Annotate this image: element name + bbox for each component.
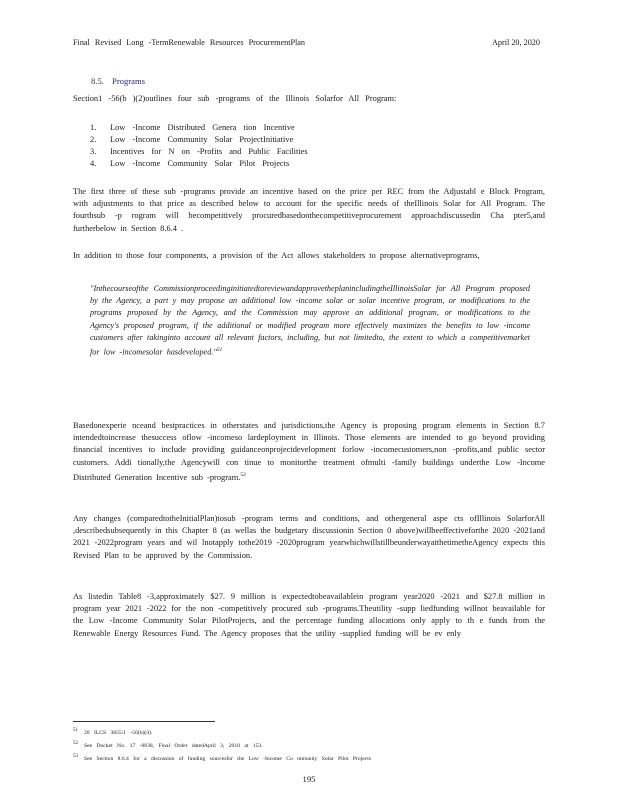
paragraph-3-text: Basedonexperie nceand bestpractices in otherstates and jurisdictions,the Agency is proposing program elements in Section 8.7 intendedtoincrease thesuccess oflow -incomeso lardeployment in Illinois. Those elements are intended to go beyond providing financial incentives to include providing guidanceonprojectdevelopment forlow -incomecustomers,non -profits,and public sector customers. Addi tionally,the Agencywill con tinue to monitorthe treatment ofmulti -family buildings underthe Low -Income Distributed Generation Incentive sub -program. <box>73 421 545 482</box>
intro-sentence: Section1 -56(b )(2)outlines four sub -programs of the Illinois Solarfor All Program: <box>73 94 397 103</box>
paragraph-4: Any changes (comparedtotheInitialPlan)tosub -program terms and conditions, and othergeneral aspe cts ofIllinois SolarforAll ,describedsubsequently in this Chapter 8 (as wellas the budgetary discussionin Section 0 above)willbeeffectiveforthe 2020 -2021and 2021 -2022program years and wil lnotapply tothe2019 -2020program yearwhichwillstillbeunderwayatthetimetheAgency expects this Revised Plan to be approved by the Commission. <box>73 514 545 560</box>
footnote-ref: 51 <box>216 347 223 354</box>
quote-text: "Inthecourseofthe CommissionproceedinginitiatedtoreviewandapprovetheplanincludingtheIllinoisSolar for All Program proposed by the Agency, a part y may propose an additional low -income solar or solar incentive program, or modifications to the programs proposed by the Agency, and the Commission may approve an additional program, or modifications to the Agency's proposed program, if the additional or modified program more effectively maximizes the benefits to low -income customers after takinginto account all relevant factors, including, but not limitedto, the extent to which a competitivemarket for low -incomesolar hasdeveloped." <box>90 284 530 357</box>
section-title: Programs <box>112 76 145 86</box>
footnote: 51 20 ILCS 3855/1 -56(b)(4). <box>73 728 153 736</box>
programs-list <box>90 122 510 170</box>
list-item: 1. Low -Income Distributed Genera tion Incentive <box>90 123 295 132</box>
paragraph-5 <box>73 591 545 640</box>
paragraph-3 <box>73 420 545 484</box>
section-number: 8.5. <box>91 76 104 86</box>
section-heading <box>91 76 145 86</box>
footnote-ref: 52 <box>240 471 246 478</box>
page-header <box>73 38 540 47</box>
header-title: Final Revised Long -TermRenewable Resources ProcurementPlan <box>73 38 306 47</box>
page-number: 195 <box>302 774 316 784</box>
block-quote <box>90 283 530 359</box>
list-item: 4. Low -Income Community Solar Pilot Projects <box>90 159 290 168</box>
paragraph-5-text: As listedin Table8 -3,approximately $27. 9 million is expectedtobeavailablein program year2020 -2021 and $27.8 million in program year 2021 -2022 for the non -competitively procured sub -programs.Theutility -supp liedfunding willnot beavailable for the Low -Income Community Solar PilotProjects, and the percentage funding allocations only apply to th e funds from the Renewable Energy Resources Fund. The Agency proposes that the utility -supplied funding will be ev enly <box>73 592 545 638</box>
footnote-divider <box>73 721 215 722</box>
footnote: 52 See Docket No. 17 -0838, Final Order datedApril 3, 2018 at 153. <box>73 741 263 749</box>
paragraph-2: In addition to those four components, a provision of the Act allows stakeholders to propose alternativeprograms, <box>73 251 480 260</box>
footnote: 53 See Section 8.6.4 for a discussion of funding sourcesfor the Low -Income Co mmunity Solar Pilot Projects <box>73 754 371 762</box>
list-item: 3. Incentives for N on -Profits and Public Facilities <box>90 147 308 156</box>
paragraph-1: The first three of these sub -programs provide an incentive based on the price per REC from the Adjustabl e Block Program, with adjustments to that price as described below to account for the specific needs of theIllinois Solar for All Program. The fourthsub -p rogram will becompetitively procuredbasedonthecompetitiveprocurement approachdiscussedin Cha pter5,and furtherbelow in Section 8.6.4 . <box>73 187 545 233</box>
header-date: April 20, 2020 <box>492 38 540 47</box>
list-item: 2. Low -Income Community Solar ProjectInitiative <box>90 135 294 144</box>
